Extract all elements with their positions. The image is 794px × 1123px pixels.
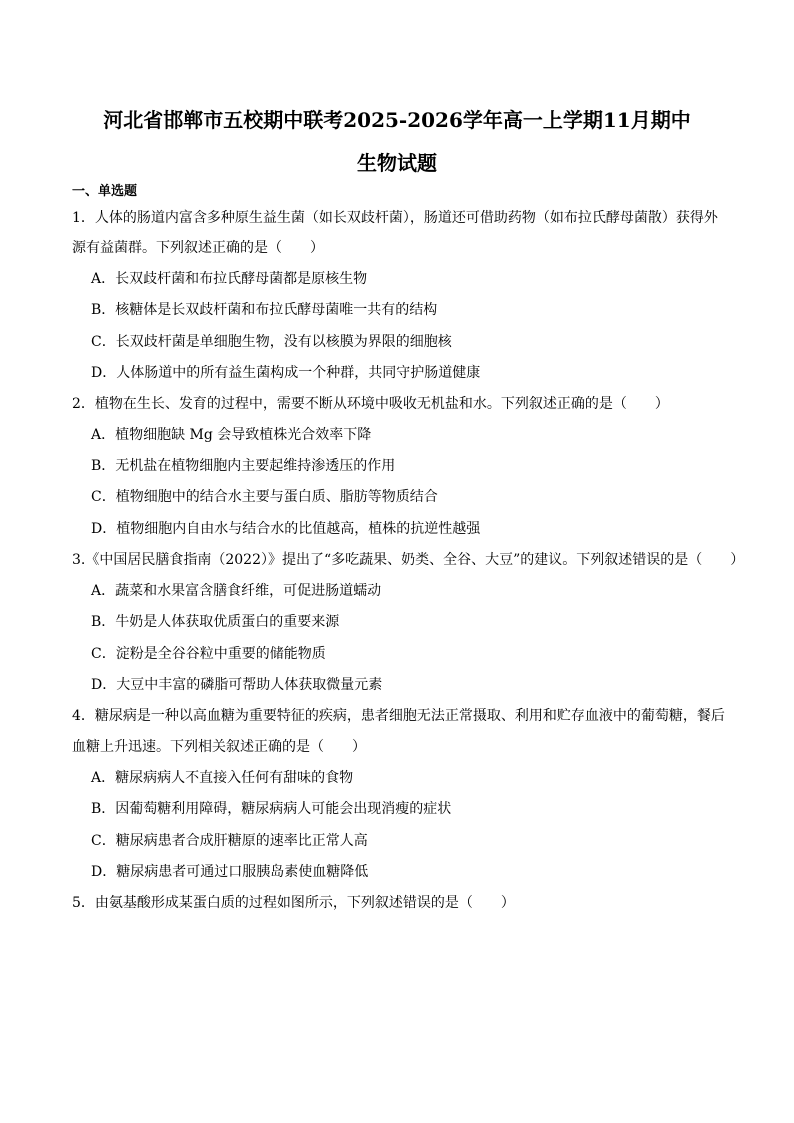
section-heading: 一、单选题 [72,184,138,199]
question-1-stem-line-1: 1．人体的肠道内富含多种原生益生菌（如长双歧杆菌），肠道还可借助药物（如布拉氏酵母菌散）获得外 [72,210,718,226]
question-4-option-d: D．糖尿病患者可通过口服胰岛素使血糖降低 [91,864,369,880]
question-3-option-a: A．蔬菜和水果富含膳食纤维，可促进肠道蠕动 [91,583,382,599]
page-title: 河北省邯郸市五校期中联考2025-2026学年高一上学期11月期中 [103,108,691,132]
question-1-option-d: D．人体肠道中的所有益生菌构成一个种群，共同守护肠道健康 [91,365,481,381]
question-2-option-a: A．植物细胞缺 Mg 会导致植株光合效率下降 [91,427,372,443]
question-3-stem-line-1: 3.《中国居民膳食指南（2022）》提出了“多吃蔬果、奶类、全谷、大豆”的建议。下列叙述错误的是（ ） [72,552,745,568]
question-2-option-b: B．无机盐在植物细胞内主要起维持渗透压的作用 [91,458,396,474]
question-1-option-a: A．长双歧杆菌和布拉氏酵母菌都是原核生物 [91,271,368,287]
question-4-stem-line-2: 血糖上升迅速。下列相关叙述正确的是（ ） [72,739,366,755]
question-3-option-c: C．淀粉是全谷谷粒中重要的储能物质 [91,646,326,662]
question-2-stem-line-1: 2．植物在生长、发育的过程中，需要不断从环境中吸收无机盐和水。下列叙述正确的是（ ） [72,396,669,412]
question-4-option-b: B．因葡萄糖利用障碍，糖尿病病人可能会出现消瘦的症状 [91,801,452,817]
question-1-option-c: C．长双歧杆菌是单细胞生物，没有以核膜为界限的细胞核 [91,334,452,350]
question-3-option-d: D．大豆中丰富的磷脂可帮助人体获取微量元素 [91,677,383,693]
question-4-stem-line-1: 4．糖尿病是一种以高血糖为重要特征的疾病，患者细胞无法正常摄取、利用和贮存血液中的葡萄糖，餐后 [72,708,725,724]
question-2-option-c: C．植物细胞中的结合水主要与蛋白质、脂肪等物质结合 [91,489,438,505]
question-5-stem-line-1: 5．由氨基酸形成某蛋白质的过程如图所示，下列叙述错误的是（ ） [72,895,515,911]
question-1-stem-line-2: 源有益菌群。下列叙述正确的是（ ） [72,240,324,256]
question-2-option-d: D．植物细胞内自由水与结合水的比值越高，植株的抗逆性越强 [91,521,481,537]
page-subtitle: 生物试题 [357,151,437,175]
question-3-option-b: B．牛奶是人体获取优质蛋白的重要来源 [91,614,340,630]
question-1-option-b: B．核糖体是长双歧杆菌和布拉氏酵母菌唯一共有的结构 [91,302,438,318]
question-4-option-c: C．糖尿病患者合成肝糖原的速率比正常人高 [91,833,368,849]
question-4-option-a: A．糖尿病病人不直接入任何有甜味的食物 [91,770,354,786]
